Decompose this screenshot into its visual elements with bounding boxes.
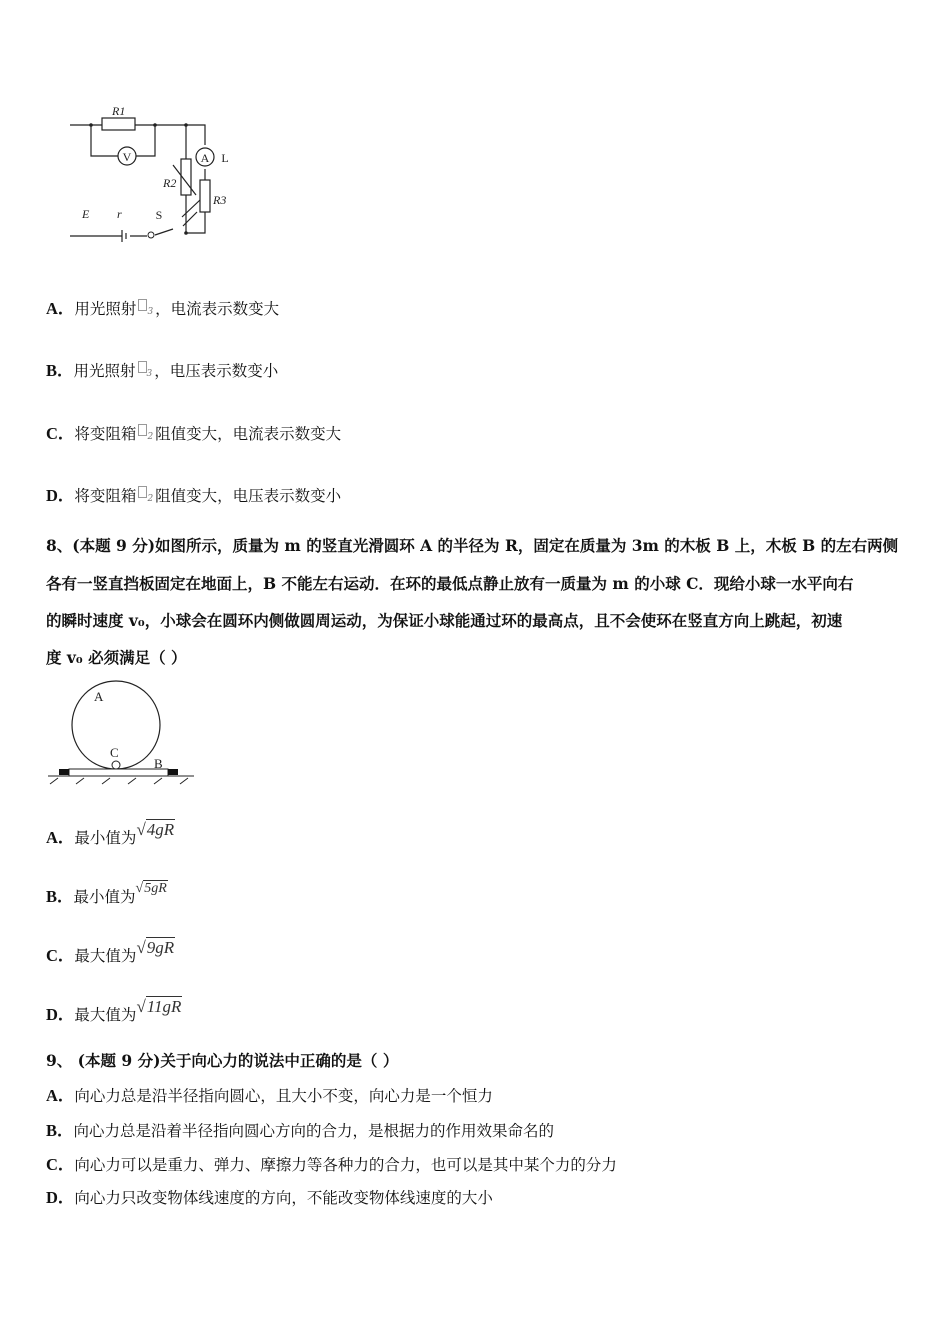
q8-option-b <box>46 881 168 909</box>
label-s: S <box>155 208 163 222</box>
option-label: D． <box>46 486 75 505</box>
label-r: r <box>117 207 122 221</box>
option-label: D． <box>46 1188 75 1207</box>
sqrt-expression: √4gR <box>136 820 175 839</box>
q7-option-a <box>46 299 279 322</box>
circuit-diagram <box>60 95 260 245</box>
label-r1: R1 <box>112 104 126 118</box>
option-text: 用光照射 <box>73 362 136 380</box>
voltmeter-label: V <box>122 150 132 164</box>
option-text: 将变阻箱 <box>74 487 137 505</box>
q7-option-d <box>46 486 341 509</box>
subscript: 2 <box>147 432 154 442</box>
q8-option-c <box>46 938 175 966</box>
subscript: 2 <box>147 494 154 504</box>
ammeter-label: A <box>200 151 210 165</box>
sqrt-expression: √5gR <box>135 881 167 896</box>
option-text: 向心力总是沿半径指向圆心，且大小不变，向心力是一个恒力 <box>74 1087 493 1105</box>
option-label: D． <box>46 1005 75 1024</box>
label-r2: R2 <box>163 176 177 190</box>
q9-stem: 9、 (本题 9 分)关于向心力的说法中正确的是（ ） <box>46 1051 399 1070</box>
q8-stem-line: 8、(本题 9 分)如图所示，质量为 m 的竖直光滑圆环 A 的半径为 R，固定在质量为 3m 的木板 B 上，木板 B 的左右两侧 <box>46 536 899 555</box>
radicand: 5gR <box>144 881 167 896</box>
option-text: 向心力总是沿着半径指向圆心方向的合力，是根据力的作用效果命名的 <box>73 1122 555 1140</box>
q7-option-b <box>46 361 278 384</box>
label-r3: R3 <box>213 193 227 207</box>
option-text: ，电压表示数变小 <box>154 362 279 380</box>
option-text: 最小值为 <box>73 888 136 906</box>
option-text: 阻值变大，电压表示数变小 <box>155 487 342 505</box>
subscript: 3 <box>147 307 154 317</box>
radicand: 4gR <box>146 820 175 839</box>
option-label: C． <box>46 424 75 443</box>
radicand: 11gR <box>146 997 182 1016</box>
option-label: C． <box>46 946 75 965</box>
q7-option-c <box>46 424 341 447</box>
q8-option-a <box>46 820 175 848</box>
q8-stem-line: 各有一竖直挡板固定在地面上，B 不能左右运动．在环的最低点静止放有一质量为 m 的小球 C．现给小球一水平向右 <box>46 574 854 593</box>
q8-stem-line: 的瞬时速度 v₀，小球会在圆环内侧做圆周运动，为保证小球能通过环的最高点，且不会使环在竖直方向上跳起，初速 <box>46 611 843 630</box>
option-text: ，电流表示数变大 <box>155 300 280 318</box>
option-text: 向心力可以是重力、弹力、摩擦力等各种力的合力，也可以是其中某个力的分力 <box>74 1156 617 1174</box>
q8-stem-line: 度 v₀ 必须满足（ ） <box>46 648 187 667</box>
option-label: A． <box>46 1086 75 1105</box>
option-label: B． <box>46 361 74 380</box>
label-board-b: B <box>154 756 163 771</box>
label-ring-a: A <box>94 689 104 704</box>
option-text: 最大值为 <box>74 947 137 965</box>
q9-option-b <box>46 1121 554 1141</box>
option-text: 用光照射 <box>74 300 137 318</box>
option-text: 最大值为 <box>74 1006 137 1024</box>
label-ball-c: C <box>110 745 119 760</box>
sqrt-expression: √9gR <box>136 938 175 957</box>
option-text: 向心力只改变物体线速度的方向，不能改变物体线速度的大小 <box>74 1189 493 1207</box>
ring-diagram <box>44 680 196 790</box>
option-label: B． <box>46 1121 74 1140</box>
q9-option-c <box>46 1155 617 1175</box>
option-text: 最小值为 <box>74 829 137 847</box>
label-l: L <box>221 151 229 165</box>
label-e: E <box>82 207 90 221</box>
option-label: C． <box>46 1155 75 1174</box>
option-label: B． <box>46 887 74 906</box>
sqrt-expression: √11gR <box>136 997 182 1016</box>
q9-option-d <box>46 1188 493 1208</box>
subscript: 3 <box>146 369 153 379</box>
q9-option-a <box>46 1086 493 1106</box>
option-text: 将变阻箱 <box>74 425 137 443</box>
option-text: 阻值变大，电流表示数变大 <box>155 425 342 443</box>
q8-option-d <box>46 997 182 1025</box>
option-label: A． <box>46 299 75 318</box>
radicand: 9gR <box>146 938 175 957</box>
missing-symbol-icon <box>138 361 147 373</box>
option-label: A． <box>46 828 75 847</box>
